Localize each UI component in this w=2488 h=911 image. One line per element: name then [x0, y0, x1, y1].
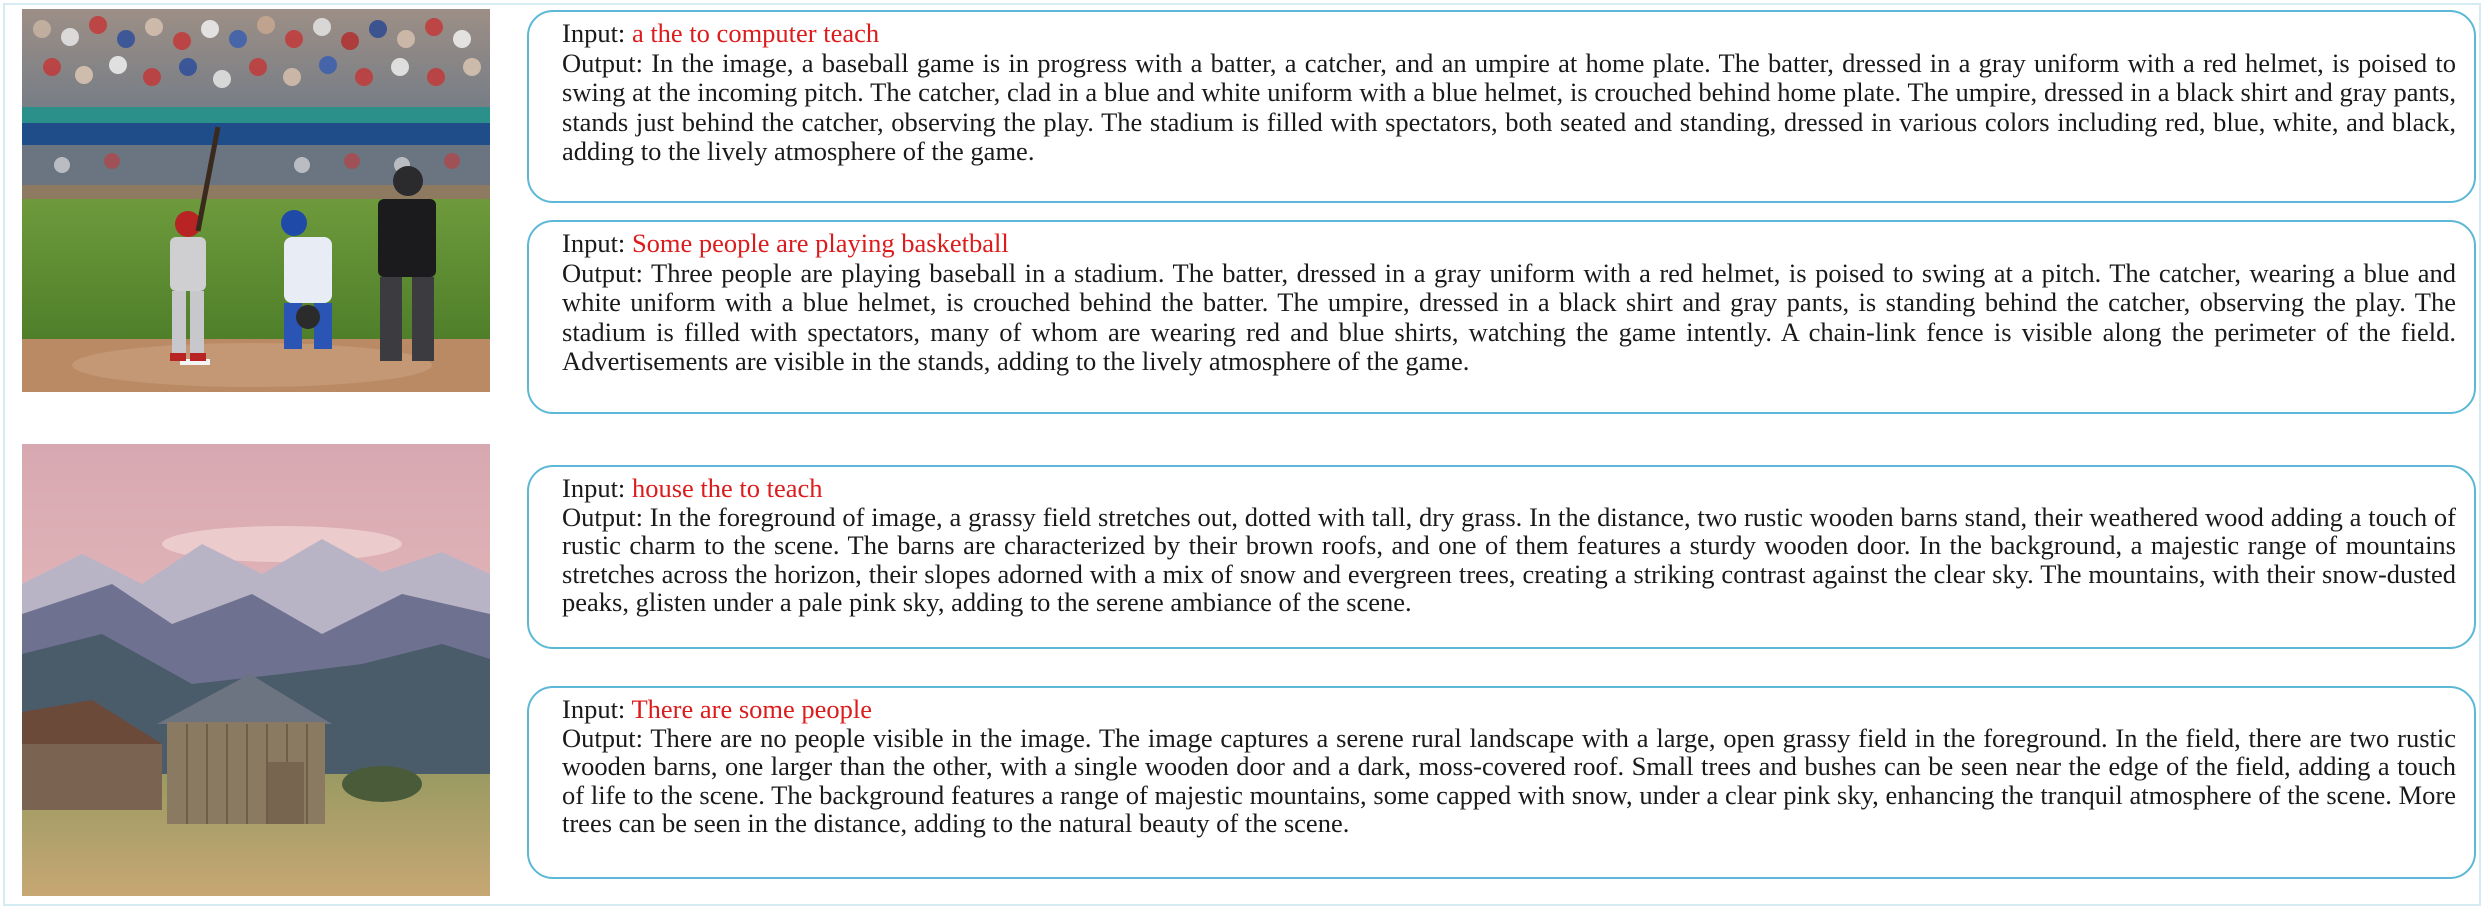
- output-label: Output:: [562, 257, 643, 288]
- input-text: a the to computer teach: [631, 18, 880, 48]
- example-1-caption-1: [527, 10, 2476, 203]
- input-label: Input:: [562, 228, 626, 258]
- output-label: Output:: [562, 47, 643, 78]
- input-text: house the to teach: [631, 473, 823, 503]
- input-text: Some people are playing basketball: [631, 228, 1009, 258]
- baseball-game-photo: [22, 9, 490, 392]
- output-text: In the foreground of image, a grassy field stretches out, dotted with tall, dry grass. In the distance, two rustic wooden barns stand, their weathered wood adding a touch of rustic charm to the scene. The barns are characterized by their brown roofs, and one of them features a sturdy wooden door. In the background, a majestic range of mountains stretches across the horizon, their slopes adorned with a mix of snow and evergreen trees, creating a striking contrast against the clear sky. The mountains, with their snow-dusted peaks, glisten under a pale pink sky, adding to the serene ambiance of the scene.: [562, 501, 2456, 617]
- input-label: Input:: [562, 18, 626, 48]
- example-2-caption-2: [527, 686, 2476, 879]
- input-text: There are some people: [631, 694, 873, 724]
- example-2-caption-1: [527, 465, 2476, 649]
- input-label: Input:: [562, 694, 626, 724]
- example-1-caption-2: [527, 220, 2476, 414]
- output-label: Output:: [562, 722, 643, 753]
- output-label: Output:: [562, 501, 643, 532]
- input-label: Input:: [562, 473, 626, 503]
- output-text: There are no people visible in the image. The image captures a serene rural landscape with a large, open grassy field in the foreground. In the field, there are two rustic wooden barns, one larger than the other, with a single wooden door and a dark, moss-covered roof. Small trees and bushes can be seen near the edge of the field, adding a touch of life to the scene. The background features a range of majestic mountains, some capped with snow, under a clear pink sky, enhancing the tranquil atmosphere of the scene. More trees can be seen in the distance, adding to the natural beauty of the scene.: [562, 722, 2456, 838]
- mountain-barns-photo: [22, 444, 490, 896]
- output-text: In the image, a baseball game is in progress with a batter, a catcher, and an umpire at home plate. The batter, dressed in a gray uniform with a red helmet, is poised to swing at the incoming pitch. The catcher, clad in a blue and white uniform with a blue helmet, is crouched behind home plate. The umpire, dressed in a black shirt and gray pants, stands just behind the catcher, observing the play. The stadium is filled with spectators, both seated and standing, dressed in various colors including red, blue, white, and black, adding to the lively atmosphere of the game.: [562, 47, 2456, 166]
- output-text: Three people are playing baseball in a stadium. The batter, dressed in a gray uniform with a red helmet, is poised to swing at a pitch. The catcher, wearing a blue and white uniform with a blue helmet, is crouched behind the batter. The umpire, dressed in a black shirt and gray pants, is standing behind the catcher, observing the play. The stadium is filled with spectators, many of whom are wearing red and blue shirts, watching the game intently. A chain-link fence is visible along the perimeter of the field. Advertisements are visible in the stands, adding to the lively atmosphere of the game.: [562, 257, 2456, 376]
